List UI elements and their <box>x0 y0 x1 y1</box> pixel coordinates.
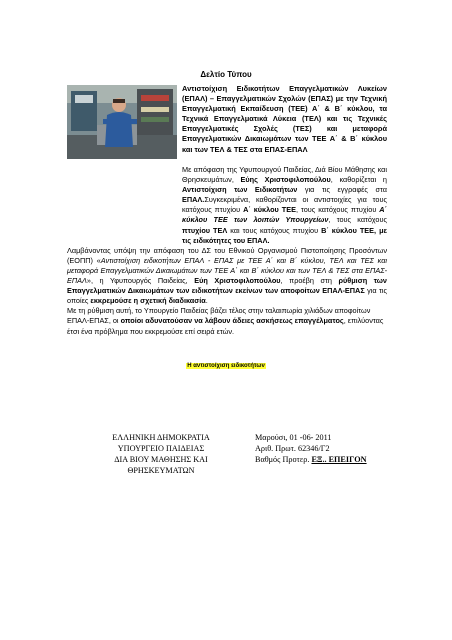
document-body <box>67 165 387 337</box>
ministry-line-1: ΕΛΛΗΝΙΚΗ ΔΗΜΟΚΡΑΤΙΑ <box>112 433 210 442</box>
paragraph-3 <box>67 306 387 316</box>
ministry-line-2: ΥΠΟΥΡΓΕΙΟ ΠΑΙΔΕΙΑΣ <box>117 444 205 453</box>
p1-cycle-b: Β΄ κύκλου ΤΕΕ, με τις ειδικότητες του ΕΠΑΛ. <box>182 225 387 245</box>
p2-text-g: για τις οποίες <box>67 286 387 306</box>
priority-line <box>255 454 395 465</box>
protocol-number: Αριθ. Πρωτ. 62346/Γ2 <box>255 444 330 453</box>
document-meta <box>255 432 395 465</box>
workshop-image <box>67 85 177 159</box>
p1-text-c: , καθορίζεται η <box>330 175 387 185</box>
p2-text-c: », η Υφυπουργός Παιδείας, <box>86 276 195 286</box>
paragraph-2 <box>67 246 387 307</box>
p1-subject: Αντιστοίχιση των Ειδικοτήτων <box>182 185 298 195</box>
p1-minister-name: Εύης Χριστοφιλοπούλου <box>240 175 331 185</box>
p3-text-b: ΕΠΑΛ-ΕΠΑΣ, οι <box>67 316 121 326</box>
ministry-header <box>96 432 226 476</box>
p2-text-a: Λαμβάνοντας υπόψη την απόφαση του ΔΣ του Εθνικού Οργανισμού Πιστοποίησης Προσόντων (ΕΟΠΠ) « <box>67 245 387 265</box>
specialties-link-container <box>0 363 452 369</box>
document-date: Μαρούσι, 01 -06- 2011 <box>255 433 332 442</box>
paragraph-4 <box>67 316 387 336</box>
priority-value: ΕΞ.. ΕΠΕΙΓΟΝ <box>311 455 367 464</box>
p3-text-d: , επιλύοντας έτσι ένα πρόβλημα που εκκρεμούσε επί σειρά ετών. <box>67 316 384 336</box>
p1-text-g: Συγκεκριμένα, καθορίζονται οι αντιστοιχίες για τους κατόχους πτυχίου <box>182 195 387 215</box>
p1-epal: ΕΠΑΛ. <box>182 195 205 205</box>
p1-text-m: και τους κατόχους πτυχίου <box>227 225 322 235</box>
p1-cycle-a: Α΄ κύκλου ΤΕΕ <box>243 205 296 215</box>
p2-minister-name: Εύη Χριστοφιλοπούλου <box>194 276 281 286</box>
p3-text-a: Με τη ρύθμιση αυτή, το Υπουργείο Παιδείας βάζει τέλος στην ταλαιπωρία χιλιάδων αποφοίτων <box>67 306 371 316</box>
headline: Αντιστοίχιση Ειδικοτήτων Επαγγελματικών Λυκείων (ΕΠΑΛ) – Επαγγελματικών Σχολών (ΕΠΑΣ) με την Τεχνική Επαγγελματική Εκπαίδευση (ΤΕΕ) Α΄ & Β΄ κύκλου, τα Τεχνικά Επαγγελματικά Λύκεια (ΤΕΛ) και τις Τεχνικές Επαγγελματικές Σχολές (ΤΕΣ) και μεταφορά Επαγγελματικών Δικαιωμάτων των ΤΕΕ Α΄ & Β΄ κύκλου και των ΤΕΛ & ΤΕΣ στα ΕΠΑΣ-ΕΠΑΛ <box>182 84 387 154</box>
p1-text-i: , τους κατόχους πτυχίου <box>295 205 380 215</box>
specialties-link[interactable]: Η αντιστοίχιση ειδικοτήτων <box>187 363 265 369</box>
p1-text-a: Με απόφαση της Υφυπουργού Παιδείας, Διά Βίου Μάθησης και Θρησκευμάτων, <box>182 165 387 185</box>
p3-licenses: οποίοι αδυνατούσαν να λάβουν άδειες ασκήσεως επαγγέλματος <box>120 316 344 326</box>
p2-decision-title: Αντιστοίχιση ειδικοτήτων ΕΠΑΛ - ΕΠΑΣ με ΤΕΕ Α΄ και Β΄ κύκλου, ΤΕΛ και ΤΕΣ και μεταφορά Επαγγελματικών Δικαιωμάτων των ΤΕΕ Α΄ και Β΄ κύκλου και των ΤΕΛ & ΤΕΣ στα ΕΠΑΣ-ΕΠΑΛ <box>67 255 387 286</box>
ministry-line-3: ΔΙΑ ΒΙΟΥ ΜΑΘΗΣΗΣ ΚΑΙ <box>114 455 208 464</box>
paragraph-1 <box>67 165 387 246</box>
p1-text-e: για τις εγγραφές στα <box>297 185 388 195</box>
p2-pending: εκκρεμούσε η σχετική διαδικασία <box>90 296 206 306</box>
p1-other-ministries: Α΄ κύκλου ΤΕΕ των λοιπών Υπουργείων <box>182 205 387 225</box>
ministry-line-4: ΘΡΗΣΚΕΥΜΑΤΩΝ <box>127 466 195 475</box>
p2-text-e: , προέβη στη <box>280 276 339 286</box>
p2-text-i: . <box>205 296 208 306</box>
document-title: Δελτίο Τύπου <box>200 70 252 79</box>
p1-tel: πτυχίου ΤΕΛ <box>182 225 228 235</box>
p1-text-k: , τους κατόχους <box>328 215 387 225</box>
worker-photo <box>67 85 177 159</box>
priority-label: Βαθμός Προτερ. <box>255 455 312 464</box>
p2-regulation: ρύθμιση των Επαγγελματικών Δικαιωμάτων των ειδικοτήτων εκείνων των αποφοίτων ΕΠΑΛ-ΕΠΑΣ <box>67 276 387 296</box>
